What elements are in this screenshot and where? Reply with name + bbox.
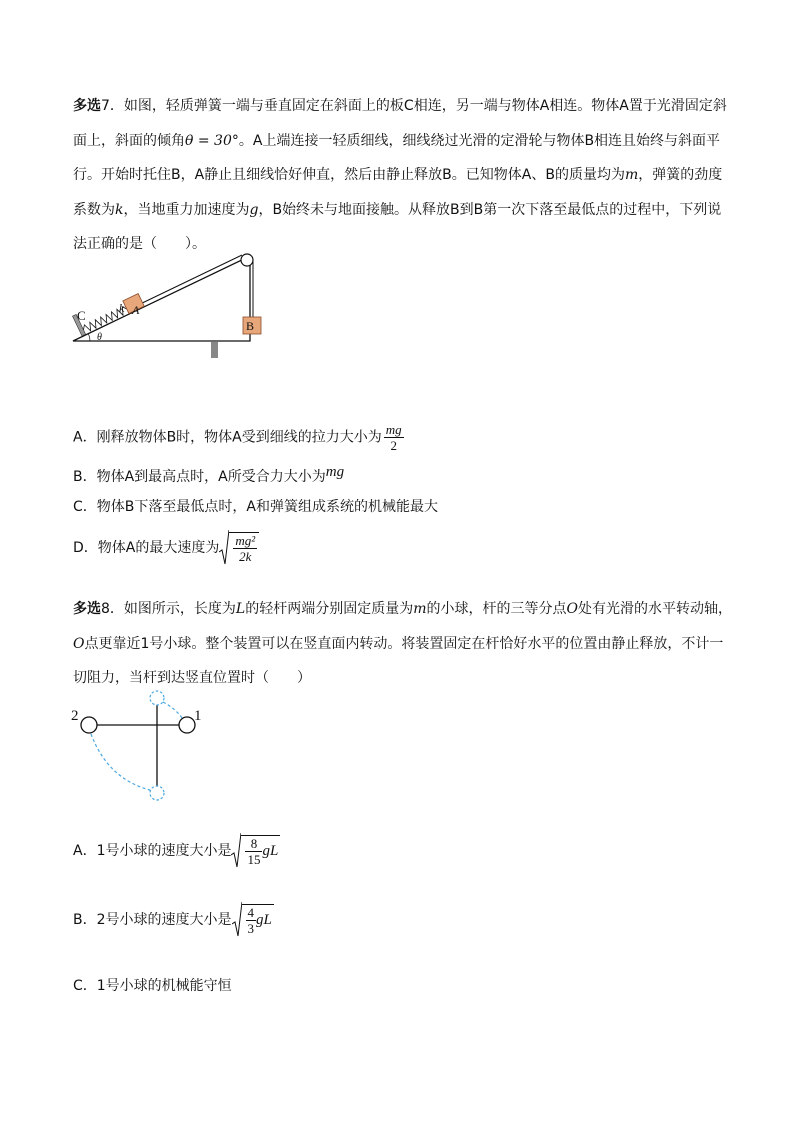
option-8c: [73, 975, 232, 995]
option-7a: [73, 422, 404, 453]
ball-1: [179, 717, 195, 733]
var-g: g: [249, 201, 259, 218]
fraction: [245, 836, 262, 867]
ball-2: [81, 717, 97, 733]
arc-ball-1: [163, 702, 182, 718]
stem-text: ，B始终未与地面接触。从释放B到B第一次下落至最低点的过程中，下列说法正确的是（ ）。: [73, 201, 722, 252]
theta-arc: [89, 334, 91, 341]
theta-expression: θ = 30°: [185, 132, 239, 149]
label-a: A: [132, 303, 140, 317]
fraction: [246, 905, 257, 936]
arc-ball-2: [91, 734, 150, 790]
sqrt-expression: [232, 902, 274, 938]
var-l: L: [235, 601, 246, 617]
option-text: A．刚释放物体B时，物体A受到细线的拉力大小为: [73, 429, 382, 446]
question-8-stem: [73, 592, 733, 696]
label-theta: θ: [97, 332, 102, 343]
sqrt-expression: [231, 833, 280, 869]
stem-text: ，当地重力加速度为: [123, 201, 250, 218]
option-text: B．2号小球的速度大小是: [73, 912, 232, 928]
option-7c: [73, 496, 438, 516]
stem-text: 点更靠近1号小球。整个装置可以在竖直面内转动。将装置固定在杆恰好水平的位置由静止释放，不计一切阻力，当杆到达竖直位置时（ ）: [73, 635, 724, 686]
var-o: O: [73, 635, 85, 652]
radical-sign: [219, 530, 229, 566]
option-text: A．1号小球的速度大小是: [73, 843, 232, 859]
option-text: D．物体A的最大速度为: [73, 540, 220, 556]
support-post: [211, 342, 218, 358]
fraction-denominator: 2: [390, 438, 397, 453]
label-k: k: [119, 301, 125, 315]
option-8b: [73, 902, 274, 938]
incline-figure: [70, 248, 270, 360]
fraction: [384, 422, 404, 453]
option-expression: mg: [325, 464, 345, 480]
sqrt-expression: [219, 530, 259, 566]
string-incline: [136, 255, 242, 306]
var-o: O: [566, 601, 578, 617]
ball-top-dashed: [150, 691, 164, 705]
fraction-numerator: mg²: [235, 533, 256, 548]
stem-text: 的轻杆两端分别固定质量为: [245, 601, 414, 617]
option-7d: [73, 530, 259, 566]
question-number: 8．: [101, 601, 124, 617]
question-number: 7．: [101, 98, 124, 114]
fraction-denominator: 3: [247, 921, 255, 936]
stem-text: 处有光滑的水平转动轴，: [577, 601, 732, 617]
stem-text: 如图，轻质弹簧一端与垂直固定在斜面上的板C相连，另一端与物体A相连。物体A置于光滑固定斜面上，斜面的倾角: [73, 98, 727, 149]
pulley: [241, 254, 253, 266]
label-b: B: [246, 319, 255, 333]
option-text: C．1号小球的机械能守恒: [73, 978, 232, 994]
stem-text: 的小球，杆的三等分点: [426, 601, 567, 617]
fraction-numerator: 8: [245, 836, 262, 852]
label-ball-2: 2: [71, 708, 79, 724]
sqrt-tail: gL: [262, 843, 279, 859]
fraction-denominator: 2k: [239, 549, 252, 564]
ball-bottom-dashed: [150, 786, 164, 800]
radical-sign: [231, 833, 241, 869]
radical-sign: [232, 902, 242, 938]
option-8a: [73, 833, 280, 869]
option-7b: [73, 466, 344, 486]
fraction-numerator: mg: [385, 422, 402, 437]
stem-text: 。A上端连接一轻质细线，细线绕过光滑的定滑轮与物体B相连且始终与斜面平行。开始时托住B，A静止且细线恰好伸直，然后由静止释放B。已知物体A、B的质量均为: [73, 132, 721, 183]
var-m: m: [624, 167, 639, 183]
fraction-denominator: 15: [247, 852, 261, 867]
fraction: [233, 533, 257, 564]
label-ball-1: 1: [194, 708, 202, 724]
question-tag: 多选: [73, 98, 101, 114]
question-tag: 多选: [73, 601, 101, 617]
option-text: B．物体A到最高点时，A所受合力大小为: [73, 469, 326, 485]
sqrt-tail: gL: [256, 912, 272, 928]
question-7-stem: [73, 89, 733, 262]
var-k: k: [115, 201, 124, 218]
var-m: m: [413, 601, 427, 617]
label-c: C: [77, 308, 86, 323]
incline-body: [73, 256, 250, 341]
stem-text: 如图所示，长度为: [123, 601, 236, 617]
fraction-numerator: 4: [247, 905, 255, 920]
option-text: C．物体B下落至最低点时，A和弹簧组成系统的机械能最大: [73, 499, 438, 515]
rod-figure: [68, 684, 208, 808]
stem-text: ，弹簧的劲度系数为: [73, 167, 723, 218]
